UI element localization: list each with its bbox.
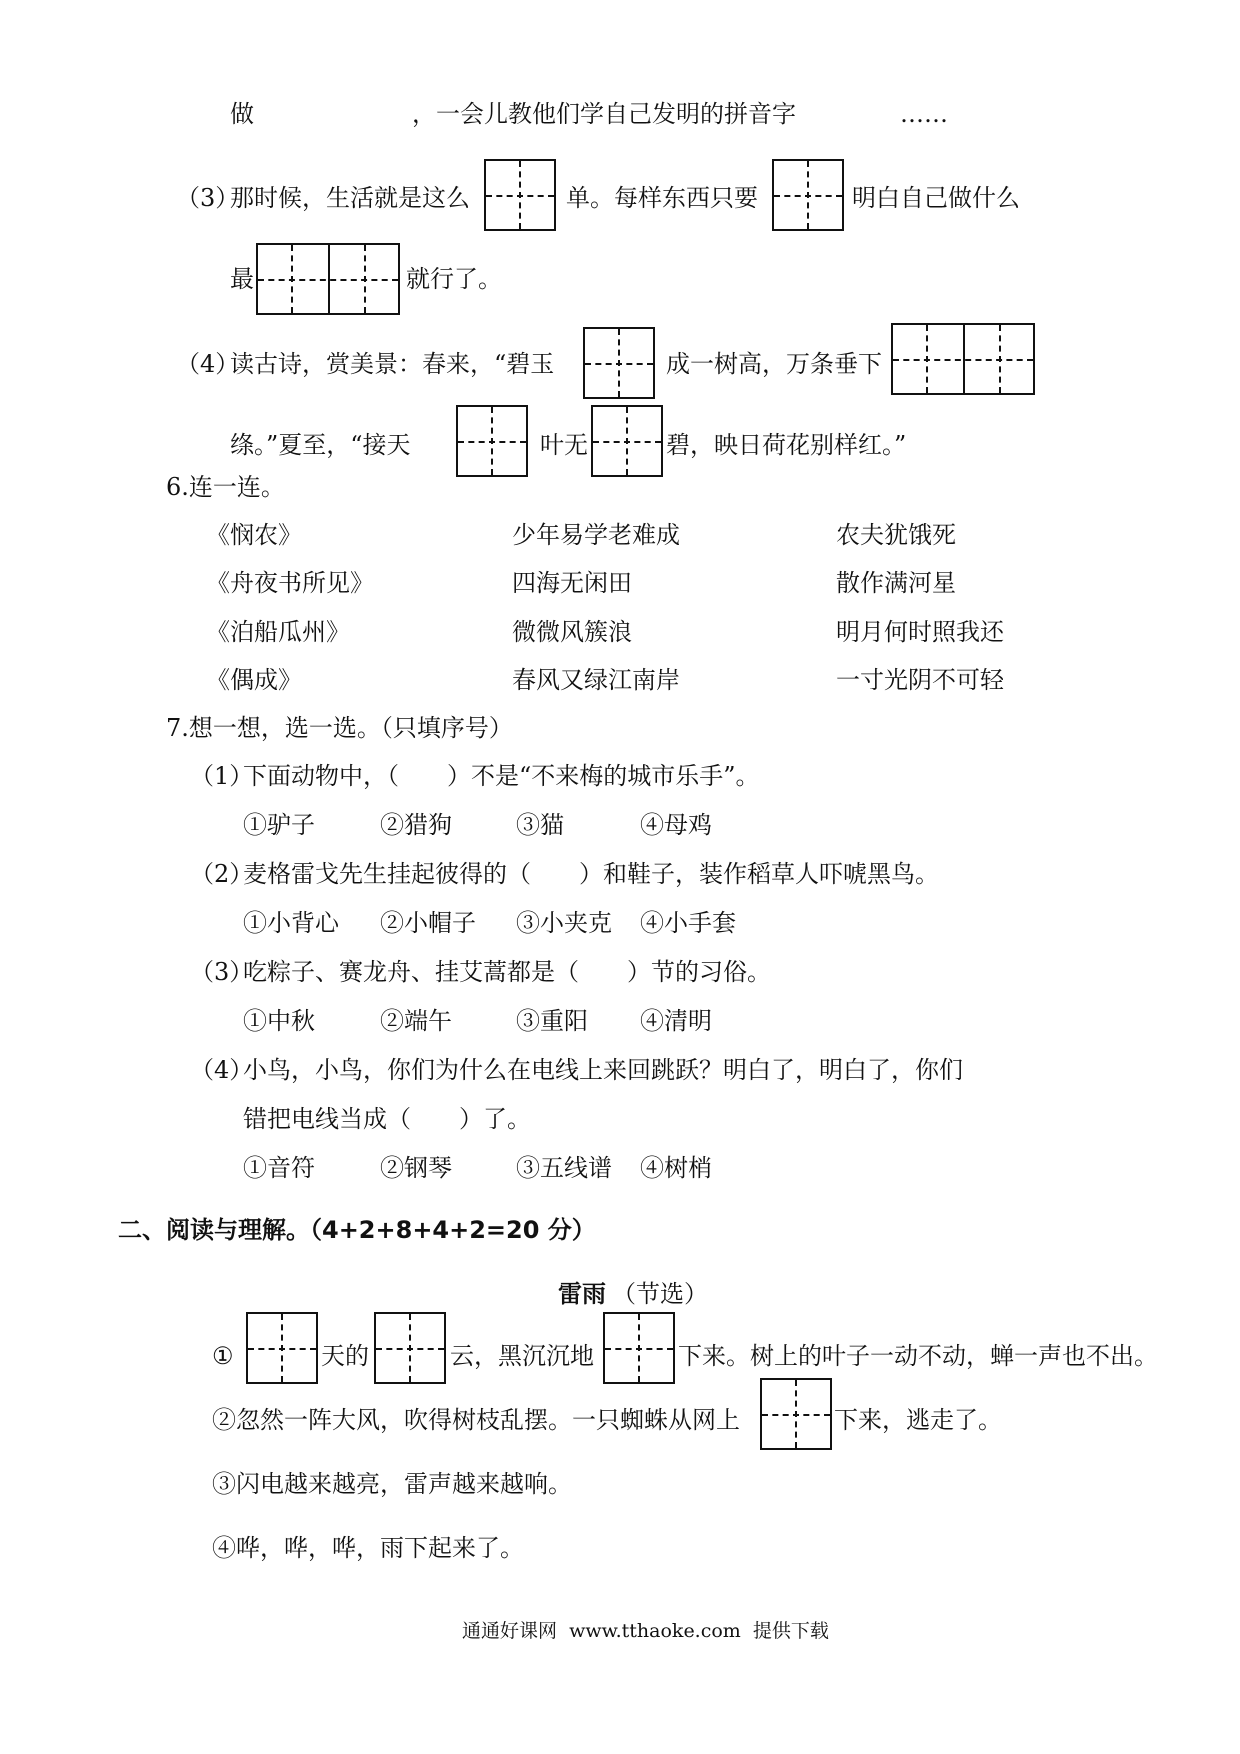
top-line-mid: ，一会儿教他们学自己发明的拼音字: [412, 100, 796, 128]
paragraph-1-text-a: 天的: [321, 1342, 369, 1370]
char-box[interactable]: [583, 327, 655, 399]
q7-item-label: （1）: [190, 762, 254, 790]
q6-poem-title[interactable]: 《偶成》: [206, 666, 302, 694]
q5-item4-label: （4）: [176, 350, 240, 378]
q5-item3-text-e: 就行了。: [406, 265, 502, 293]
paragraph-4: ④哗，哗，哗，雨下起来了。: [212, 1534, 524, 1562]
q7-option[interactable]: ①驴子: [243, 811, 315, 839]
paragraph-1-text-b: 云，黑沉沉地: [450, 1342, 594, 1370]
q5-item3-text-d: 最: [230, 265, 254, 293]
paragraph-3: ③闪电越来越亮，雷声越来越响。: [212, 1470, 572, 1498]
q7-option[interactable]: ②钢琴: [380, 1154, 452, 1182]
q6-poem-title[interactable]: 《泊船瓜州》: [206, 618, 350, 646]
q6-verse-line[interactable]: 少年易学老难成: [512, 521, 680, 549]
q6-verse-line[interactable]: 明月何时照我还: [836, 618, 1004, 646]
top-line-end: ……: [900, 100, 948, 128]
q6-verse-line[interactable]: 一寸光阴不可轻: [836, 666, 1004, 694]
q7-option[interactable]: ④清明: [640, 1007, 712, 1035]
q7-item-label: （2）: [190, 860, 254, 888]
q5-item3-text-b: 单。每样东西只要: [566, 184, 758, 212]
q7-option[interactable]: ③小夹克: [516, 909, 612, 937]
q7-option[interactable]: ③重阳: [516, 1007, 588, 1035]
q7-item-label: （4）: [190, 1056, 254, 1084]
q6-poem-title[interactable]: 《舟夜书所见》: [206, 569, 374, 597]
q5-item4-text-b: 成一树高，万条垂下: [666, 350, 882, 378]
char-box[interactable]: [760, 1378, 832, 1450]
q7-option[interactable]: ④母鸡: [640, 811, 712, 839]
q5-item4-text-d: 叶无: [540, 431, 588, 459]
paragraph-1-text-c: 下来。树上的叶子一动不动，蝉一声也不出。: [678, 1342, 1158, 1370]
passage-note: （节选）: [612, 1280, 708, 1308]
char-box[interactable]: [456, 405, 528, 477]
q6-verse-line[interactable]: 农夫犹饿死: [836, 521, 956, 549]
q7-option[interactable]: ②端午: [380, 1007, 452, 1035]
passage-title: 雷雨: [558, 1279, 606, 1308]
q5-item4-text-a: 读古诗，赏美景：春来，“碧玉: [230, 350, 555, 378]
q7-option[interactable]: ①小背心: [243, 909, 339, 937]
q6-verse-line[interactable]: 散作满河星: [836, 569, 956, 597]
q7-item-stem: 麦格雷戈先生挂起彼得的（ ）和鞋子，装作稻草人吓唬黑鸟。: [243, 860, 939, 888]
q7-option[interactable]: ①音符: [243, 1154, 315, 1182]
top-line-start: 做: [230, 100, 254, 128]
section2-heading: 二、阅读与理解。（4+2+8+4+2=20 分）: [118, 1216, 596, 1244]
q7-option[interactable]: ①中秋: [243, 1007, 315, 1035]
char-box[interactable]: [772, 159, 844, 231]
paragraph-1-number: ①: [212, 1342, 234, 1370]
q6-verse-line[interactable]: 春风又绿江南岸: [512, 666, 680, 694]
q6-verse-line[interactable]: 四海无闲田: [512, 569, 632, 597]
q5-item4-text-e: 碧，映日荷花别样红。”: [666, 431, 907, 459]
q7-item-stem: 小鸟，小鸟，你们为什么在电线上来回跳跃？明白了，明白了，你们: [243, 1056, 963, 1084]
char-box[interactable]: [603, 1312, 675, 1384]
char-box[interactable]: [484, 159, 556, 231]
q7-title: 7.想一想，选一选。（只填序号）: [166, 714, 513, 742]
q6-poem-title[interactable]: 《悯农》: [206, 521, 302, 549]
q6-verse-line[interactable]: 微微风簇浪: [512, 618, 632, 646]
q5-item3-text-a: 那时候，生活就是这么: [230, 184, 470, 212]
footer-text: 通通好课网 www.tthaoke.com 提供下载: [462, 1620, 829, 1642]
char-box[interactable]: [591, 405, 663, 477]
q7-option[interactable]: ③猫: [516, 811, 564, 839]
q7-item-stem: 下面动物中，（ ）不是“不来梅的城市乐手”。: [243, 762, 760, 790]
q7-option[interactable]: ②小帽子: [380, 909, 476, 937]
q7-option[interactable]: ②猎狗: [380, 811, 452, 839]
char-box-pair[interactable]: [891, 323, 1035, 395]
char-box-pair[interactable]: [256, 243, 400, 315]
char-box[interactable]: [374, 1312, 446, 1384]
paragraph-2-text-b: 下来，逃走了。: [834, 1406, 1002, 1434]
q7-option[interactable]: ③五线谱: [516, 1154, 612, 1182]
q7-option[interactable]: ④小手套: [640, 909, 736, 937]
q7-item-stem-continued: 错把电线当成（ ）了。: [243, 1105, 531, 1133]
q5-item3-text-c: 明白自己做什么: [852, 184, 1020, 212]
q7-item-stem: 吃粽子、赛龙舟、挂艾蒿都是（ ）节的习俗。: [243, 958, 771, 986]
char-box[interactable]: [246, 1312, 318, 1384]
q7-item-label: （3）: [190, 958, 254, 986]
q7-option[interactable]: ④树梢: [640, 1154, 712, 1182]
paragraph-2-text-a: ②忽然一阵大风，吹得树枝乱摆。一只蜘蛛从网上: [212, 1406, 740, 1434]
q5-item3-label: （3）: [176, 184, 240, 212]
q5-item4-text-c: 绦。”夏至，“接天: [230, 431, 411, 459]
q6-title: 6.连一连。: [166, 473, 285, 501]
